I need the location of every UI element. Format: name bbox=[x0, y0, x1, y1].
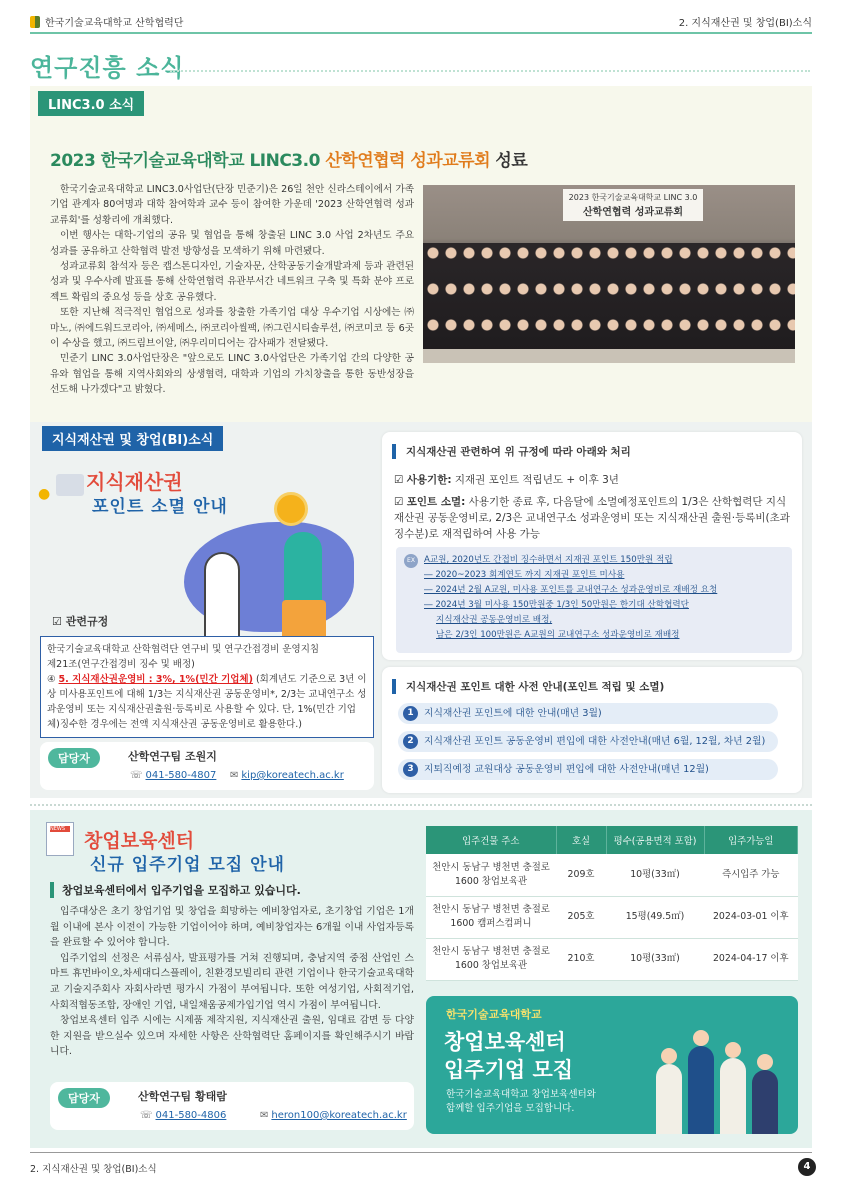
checkbox-icon: ☑ bbox=[394, 474, 407, 486]
contact-email-link[interactable] bbox=[230, 770, 344, 781]
regulation-clause bbox=[47, 672, 367, 732]
mail-icon: ✉ bbox=[230, 770, 239, 781]
ip-news-section bbox=[30, 422, 812, 798]
photo-event-banner bbox=[563, 189, 703, 221]
linc-paragraph: 민준기 LINC 3.0사업단장은 "앞으로도 LINC 3.0사업단은 가족기업 간의 다양한 공유와 협업을 통해 지역사회와의 상생협력, 대학과 기업의 가치창출을 통한 동반성장을 선도해 나가겠다"고 밝혔다. bbox=[50, 353, 414, 396]
table-row bbox=[426, 896, 798, 938]
regulation-highlight: 5. 지식재산권운영비 : 3%, 1%(민간 기업체) bbox=[58, 674, 253, 685]
recruitment-promo-banner bbox=[426, 996, 798, 1134]
promo-university: 한국기술교육대학교 bbox=[446, 1008, 542, 1021]
page-title: 연구진흥 소식 bbox=[30, 54, 185, 82]
news-document-icon bbox=[46, 822, 74, 856]
notice-number: 3 bbox=[403, 762, 418, 777]
contact-phone-link[interactable] bbox=[130, 770, 216, 781]
photo-banner-small: 2023 한국기술교육대학교 LINC 3.0 bbox=[568, 193, 698, 202]
illustration-person-man bbox=[204, 552, 240, 642]
phone-icon: ☏ bbox=[130, 770, 143, 781]
example-badge: EX bbox=[404, 554, 418, 568]
bi-news-section bbox=[30, 810, 812, 1148]
table-header-cell: 호실 bbox=[556, 826, 606, 854]
promo-description bbox=[446, 1088, 596, 1116]
promo-recruit-title: 입주기업 모집 bbox=[444, 1058, 574, 1082]
example-box bbox=[396, 547, 792, 653]
rule-item-text: 지재권 포인트 적립년도 + 이후 3년 bbox=[451, 474, 619, 486]
regulation-label-text: 관련규정 bbox=[65, 615, 109, 628]
bi-contact-card bbox=[50, 1082, 414, 1130]
regulation-box bbox=[40, 636, 374, 738]
notice-text: 지식재산권 포인트에 대한 안내(매년 3월) bbox=[424, 708, 602, 719]
table-header-cell: 입주건물 주소 bbox=[426, 826, 556, 854]
table-row bbox=[426, 854, 798, 896]
linc-paragraph: 한국기술교육대학교 LINC3.0사업단(단장 민준기)은 26일 천안 신라스테이에서 가족기업 관계자 80여명과 대학 참여학과 교수 등이 참여한 가운데 '2023 산학연협력 성과교류회'를 성황리에 개최했다. bbox=[50, 184, 414, 226]
regulation-line1: 한국기술교육대학교 산학협력단 연구비 및 연구간접경비 운영지침 bbox=[47, 644, 320, 655]
bi-subheading: 창업보육센터에서 입주기업을 모집하고 있습니다. bbox=[50, 882, 301, 898]
bi-heading-title: 창업보육센터 bbox=[84, 830, 195, 852]
page-header bbox=[0, 0, 842, 38]
bi-article-body bbox=[50, 904, 414, 1060]
linc-article-body bbox=[50, 182, 414, 398]
contact-email-text: heron100@koreatech.ac.kr bbox=[271, 1110, 407, 1121]
linc-news-section bbox=[30, 86, 812, 422]
example-line: 지식재산권 공동운영비로 배정, bbox=[436, 615, 553, 625]
table-cell: 209호 bbox=[556, 854, 606, 896]
notice-item bbox=[398, 759, 778, 780]
mail-icon: ✉ bbox=[260, 1110, 269, 1121]
example-line: ― 2024년 3월 미사용 150만원중 1/3인 50만원은 한기대 산학협력단 bbox=[424, 600, 689, 610]
coin-icon bbox=[274, 492, 308, 526]
section-dotted-separator bbox=[30, 804, 812, 806]
notice-text: 지식재산권 포인트 공동운영비 편입에 대한 사전안내(매년 6월, 12월, 차년 2월) bbox=[424, 736, 766, 747]
linc-paragraph: 성과교류회 참석자 등은 캡스톤디자인, 기술자문, 산학공동기술개발과제 등과 관련된 성과 및 우수사례 발표를 통해 산학연협력 유관부서간 네트워크 구축 및 특화 분야 프로젝트 확립의 중요성 등을 상호 공유했다. bbox=[50, 261, 414, 303]
table-cell: 천안시 동남구 병천면 충절로 1600 창업보육관 bbox=[426, 938, 556, 980]
header-section-label: 2. 지식재산권 및 창업(BI)소식 bbox=[678, 18, 812, 29]
contact-phone-link[interactable] bbox=[140, 1110, 226, 1121]
contact-email-text: kip@koreatech.ac.kr bbox=[241, 770, 344, 781]
linc-headline-orange: 산학연협력 성과교류회 bbox=[325, 151, 490, 171]
header-org-label: 한국기술교육대학교 산학협력단 bbox=[45, 18, 184, 29]
contact-department: 산학연구팀 황태람 bbox=[138, 1090, 227, 1103]
footer-divider bbox=[30, 1152, 812, 1153]
bi-paragraph: 입주대상은 초기 창업기업 및 창업을 희망하는 예비창업자로, 초기창업 기업은 1개월 이내에 본사 이전이 가능한 기업이어야 하며, 예비창업자는 6개월 이내 사업자등록을 완료할 수 있어야 합니다. bbox=[50, 906, 414, 949]
page-number: 4 bbox=[798, 1158, 816, 1176]
checkbox-icon: ☑ bbox=[394, 496, 407, 508]
table-cell: 210호 bbox=[556, 938, 606, 980]
notice-number: 2 bbox=[403, 734, 418, 749]
rule-item-label: 사용기한: bbox=[406, 474, 452, 486]
illustration-person bbox=[688, 1046, 714, 1134]
title-dotted-rule bbox=[170, 70, 810, 72]
phone-icon: ☏ bbox=[140, 1110, 153, 1121]
notice-item bbox=[398, 731, 778, 752]
table-cell: 2024-04-17 이후 bbox=[704, 938, 798, 980]
notice-box-title: 지식재산권 포인트 대한 사전 안내(포인트 적립 및 소멸) bbox=[392, 679, 664, 694]
bi-paragraph: 입주기업의 선정은 서류심사, 발표평가를 거쳐 진행되며, 충남지역 중점 산업인 스마트 휴먼바이오,차세대디스플레이, 친환경모빌리티 관련 기업이나 한국기술교육대학교 기술지주회사 자회사라면 평가시 가점이 부여됩니다. 또한 여성기업, 사회적기업, 사회적협동조합, 장애인 기업, 내일채움공제가입기업 역시 가점이 부여됩니다. bbox=[50, 952, 414, 1011]
illustration-person bbox=[752, 1070, 778, 1134]
illustration-person-head bbox=[757, 1054, 773, 1070]
ip-rule-box bbox=[382, 432, 802, 660]
promo-people-illustration bbox=[652, 1018, 792, 1134]
promo-center-name: 창업보육센터 bbox=[444, 1030, 566, 1054]
contact-chip: 담당자 bbox=[58, 1088, 110, 1108]
table-cell: 천안시 동남구 병천면 충절로 1600 캠퍼스컴퍼니 bbox=[426, 896, 556, 938]
regulation-clause-number: ④ bbox=[47, 674, 59, 685]
rule-item-expiry bbox=[394, 472, 794, 488]
example-line: A교원, 2020년도 간접비 징수하면서 지재권 포인트 150만원 적립 bbox=[424, 555, 673, 565]
photo-banner-big: 산학연협력 성과교류회 bbox=[582, 207, 684, 218]
linc-headline bbox=[50, 146, 527, 171]
notice-item bbox=[398, 703, 778, 724]
illustration-person-head bbox=[725, 1042, 741, 1058]
table-cell: 즉시입주 가능 bbox=[704, 854, 798, 896]
illustration-person-head bbox=[661, 1048, 677, 1064]
example-line: ― 2020~2023 회계연도 까지 지재권 포인트 미사용 bbox=[424, 570, 625, 580]
ip-heading-title: 지식재산권 bbox=[86, 470, 183, 494]
table-cell: 10평(33㎡) bbox=[606, 938, 704, 980]
rule-box-title: 지식재산권 관련하여 위 규정에 따라 아래와 처리 bbox=[392, 444, 631, 459]
contact-email-link[interactable] bbox=[260, 1110, 407, 1121]
table-cell: 2024-03-01 이후 bbox=[704, 896, 798, 938]
table-cell: 205호 bbox=[556, 896, 606, 938]
table-header-cell: 입주가능일 bbox=[704, 826, 798, 854]
linc-headline-green: 2023 한국기술교육대학교 LINC3.0 bbox=[50, 151, 326, 171]
photo-crowd bbox=[423, 243, 795, 353]
table-cell: 10평(33㎡) bbox=[606, 854, 704, 896]
bi-heading-subtitle: 신규 입주기업 모집 안내 bbox=[90, 855, 285, 875]
vacancy-table bbox=[426, 826, 798, 981]
bi-paragraph: 창업보육센터 입주 시에는 시제품 제작지원, 지식재산권 출원, 임대료 감면 등 다양한 지원을 받으실수 있으며 자세한 사항은 산학협력단 홈페이지를 확인해주시기 바랍니다. bbox=[50, 1015, 414, 1058]
linc-paragraph: 이번 행사는 대학-기업의 공유 및 협업을 통해 창출된 LINC 3.0 사업 2차년도 주요 성과를 공유하고 산학협력 발전 방향성을 모색하기 위해 마련됐다. bbox=[50, 230, 414, 257]
ip-heading-subtitle: 포인트 소멸 안내 bbox=[92, 497, 228, 517]
illustration-person bbox=[656, 1064, 682, 1134]
ip-section-tag: 지식재산권 및 창업(BI)소식 bbox=[42, 426, 223, 451]
contact-chip: 담당자 bbox=[48, 748, 100, 768]
regulation-clause-text: (회계년도 기준으로 3년 이상 미사용포인트에 대해 1/3는 지식재산권 공동운영비*, 2/3는 교내연구소 성과운영비 또는 지식재산권출원·등록비로 사용할 수 있다. 단, 1%(민간 기업체)징수한 경우에는 전액 지식재산권 공동운영비로 활용한다.) bbox=[47, 674, 367, 730]
contact-phone-text: 041-580-4807 bbox=[145, 770, 217, 781]
example-line: 남은 2/3인 100만원은 A교원의 교내연구소 성과운영비로 재배정 bbox=[436, 630, 680, 640]
event-group-photo bbox=[423, 185, 795, 363]
lightbulb-icon: ● bbox=[38, 486, 51, 502]
university-logo-icon bbox=[30, 16, 40, 28]
news-document-icon-text: NEWS bbox=[50, 826, 70, 832]
table-row bbox=[426, 938, 798, 980]
regulation-line2: 제21조(연구간접경비 징수 및 배정) bbox=[47, 659, 195, 670]
linc-headline-dark: 성료 bbox=[490, 151, 528, 171]
contact-department: 산학연구팀 조원지 bbox=[128, 750, 217, 763]
table-cell: 천안시 동남구 병천면 충절로 1600 창업보육관 bbox=[426, 854, 556, 896]
rule-item-label: 포인트 소멸: bbox=[406, 496, 466, 508]
contact-phone-text: 041-580-4806 bbox=[155, 1110, 227, 1121]
linc-section-tag: LINC3.0 소식 bbox=[38, 91, 144, 116]
linc-paragraph: 또한 지난해 적극적인 협업으로 성과를 창출한 가족기업 대상 우수기업 시상에는 ㈜마노, ㈜에드워드코리아, ㈜세메스, ㈜코리아씰팩, ㈜그린시티솔루션, ㈜코미코 등 6곳이 수상을 했고, ㈜드림브이알, ㈜우리미디어는 감사패가 전달됐다. bbox=[50, 307, 414, 350]
regulation-label: ☑ 관련규정 bbox=[52, 615, 109, 628]
photo-floor bbox=[423, 349, 795, 363]
magnifier-icon bbox=[56, 474, 84, 496]
example-line: ― 2024년 2월 A교원, 미사용 포인트를 교내연구소 성과운영비로 재배정 요청 bbox=[424, 585, 718, 595]
rule-item-text: 사용기한 종료 후, 다음달에 소멸예정포인트의 1/3은 산학협력단 지식재산권 공동운영비로, 2/3은 교내연구소 성과운영비 또는 지식재산권 출원·등록비(초과징수분)로 재적립하여 사용 가능 bbox=[394, 496, 790, 540]
ip-contact-card bbox=[40, 742, 374, 790]
ip-illustration bbox=[164, 482, 364, 642]
notice-text: 지퇴직예정 교원대상 공동운영비 편입에 대한 사전안내(매년 12월) bbox=[424, 764, 709, 775]
illustration-person-head bbox=[693, 1030, 709, 1046]
table-cell: 15평(49.5㎡) bbox=[606, 896, 704, 938]
rule-item-extinction bbox=[394, 494, 794, 542]
promo-description-line: 함께할 입주기업을 모집합니다. bbox=[446, 1103, 575, 1114]
table-header-cell: 평수(공용면적 포함) bbox=[606, 826, 704, 854]
illustration-person bbox=[720, 1058, 746, 1134]
promo-description-line: 한국기술교육대학교 창업보육센터와 bbox=[446, 1089, 596, 1100]
footer-section-label: 2. 지식재산권 및 창업(BI)소식 bbox=[30, 1164, 157, 1175]
table-header-row bbox=[426, 826, 798, 854]
ip-notice-box bbox=[382, 667, 802, 793]
notice-number: 1 bbox=[403, 706, 418, 721]
header-org bbox=[30, 14, 183, 29]
header-divider bbox=[30, 32, 812, 34]
